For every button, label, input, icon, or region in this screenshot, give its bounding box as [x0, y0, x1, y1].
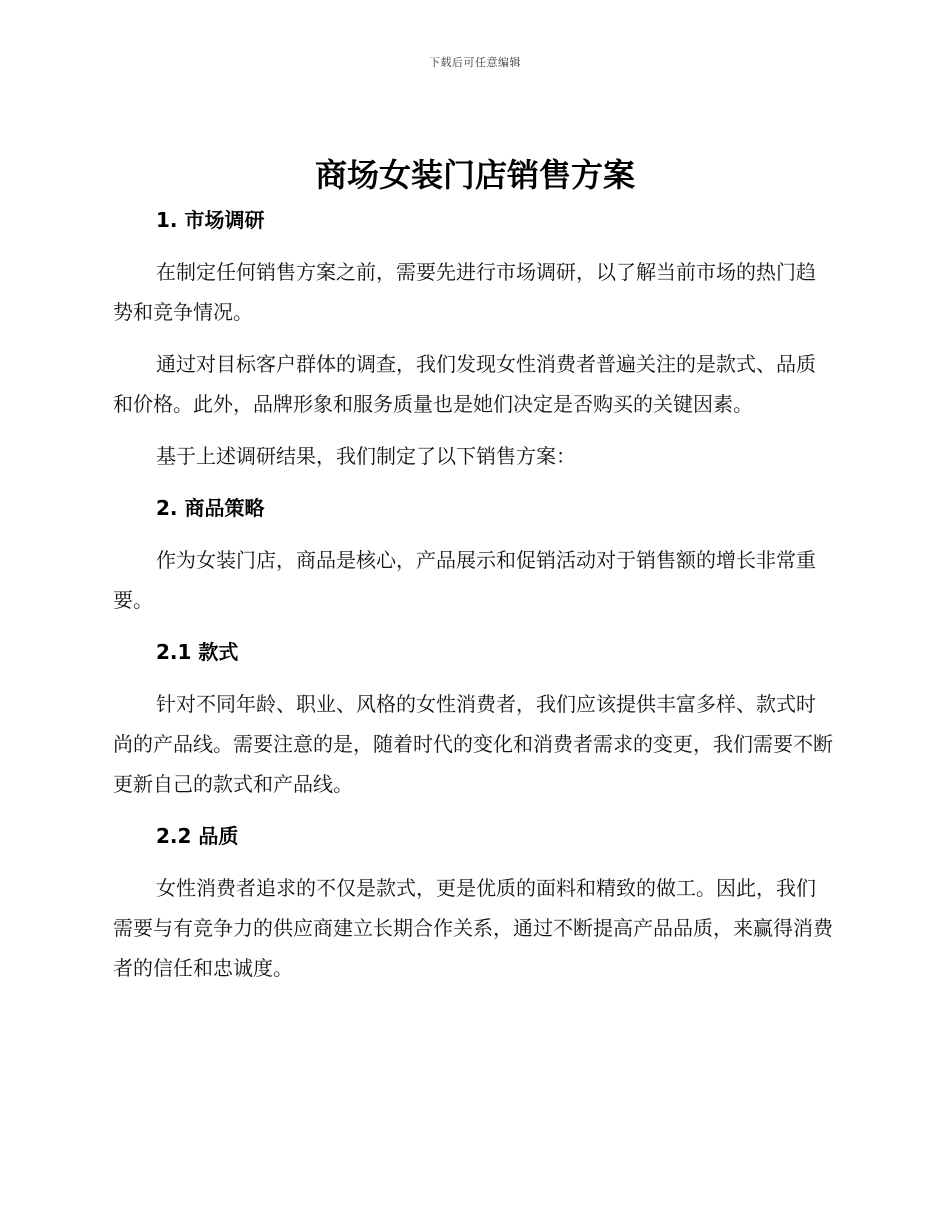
section-heading-product-strategy: 2. 商品策略	[156, 496, 265, 520]
header-note: 下载后可任意编辑	[429, 56, 521, 69]
document-body	[113, 200, 833, 1000]
section-heading-quality: 2.2 品质	[156, 824, 239, 848]
paragraph-research-findings: 通过对目标客户群体的调查，我们发现女性消费者普遍关注的是款式、品质和价格。此外，品牌形象和服务质量也是她们决定是否购买的关键因素。	[113, 352, 816, 416]
section-heading-market-research: 1. 市场调研	[156, 208, 265, 232]
paragraph-product-strategy: 作为女装门店，商品是核心，产品展示和促销活动对于销售额的增长非常重要。	[113, 548, 816, 612]
paragraph-styles: 针对不同年龄、职业、风格的女性消费者，我们应该提供丰富多样、款式时尚的产品线。需要注意的是，随着时代的变化和消费者需求的变更，我们需要不断更新自己的款式和产品线。	[113, 692, 833, 796]
paragraph-research-conclusion: 基于上述调研结果，我们制定了以下销售方案：	[156, 444, 576, 468]
paragraph-research-intro: 在制定任何销售方案之前，需要先进行市场调研，以了解当前市场的热门趋势和竞争情况。	[113, 260, 816, 324]
section-heading-styles: 2.1 款式	[156, 640, 239, 664]
paragraph-quality: 女性消费者追求的不仅是款式，更是优质的面料和精致的做工。因此，我们需要与有竞争力的供应商建立长期合作关系，通过不断提高产品品质，来赢得消费者的信任和忠诚度。	[113, 876, 833, 980]
document-title: 商场女装门店销售方案	[314, 156, 635, 194]
